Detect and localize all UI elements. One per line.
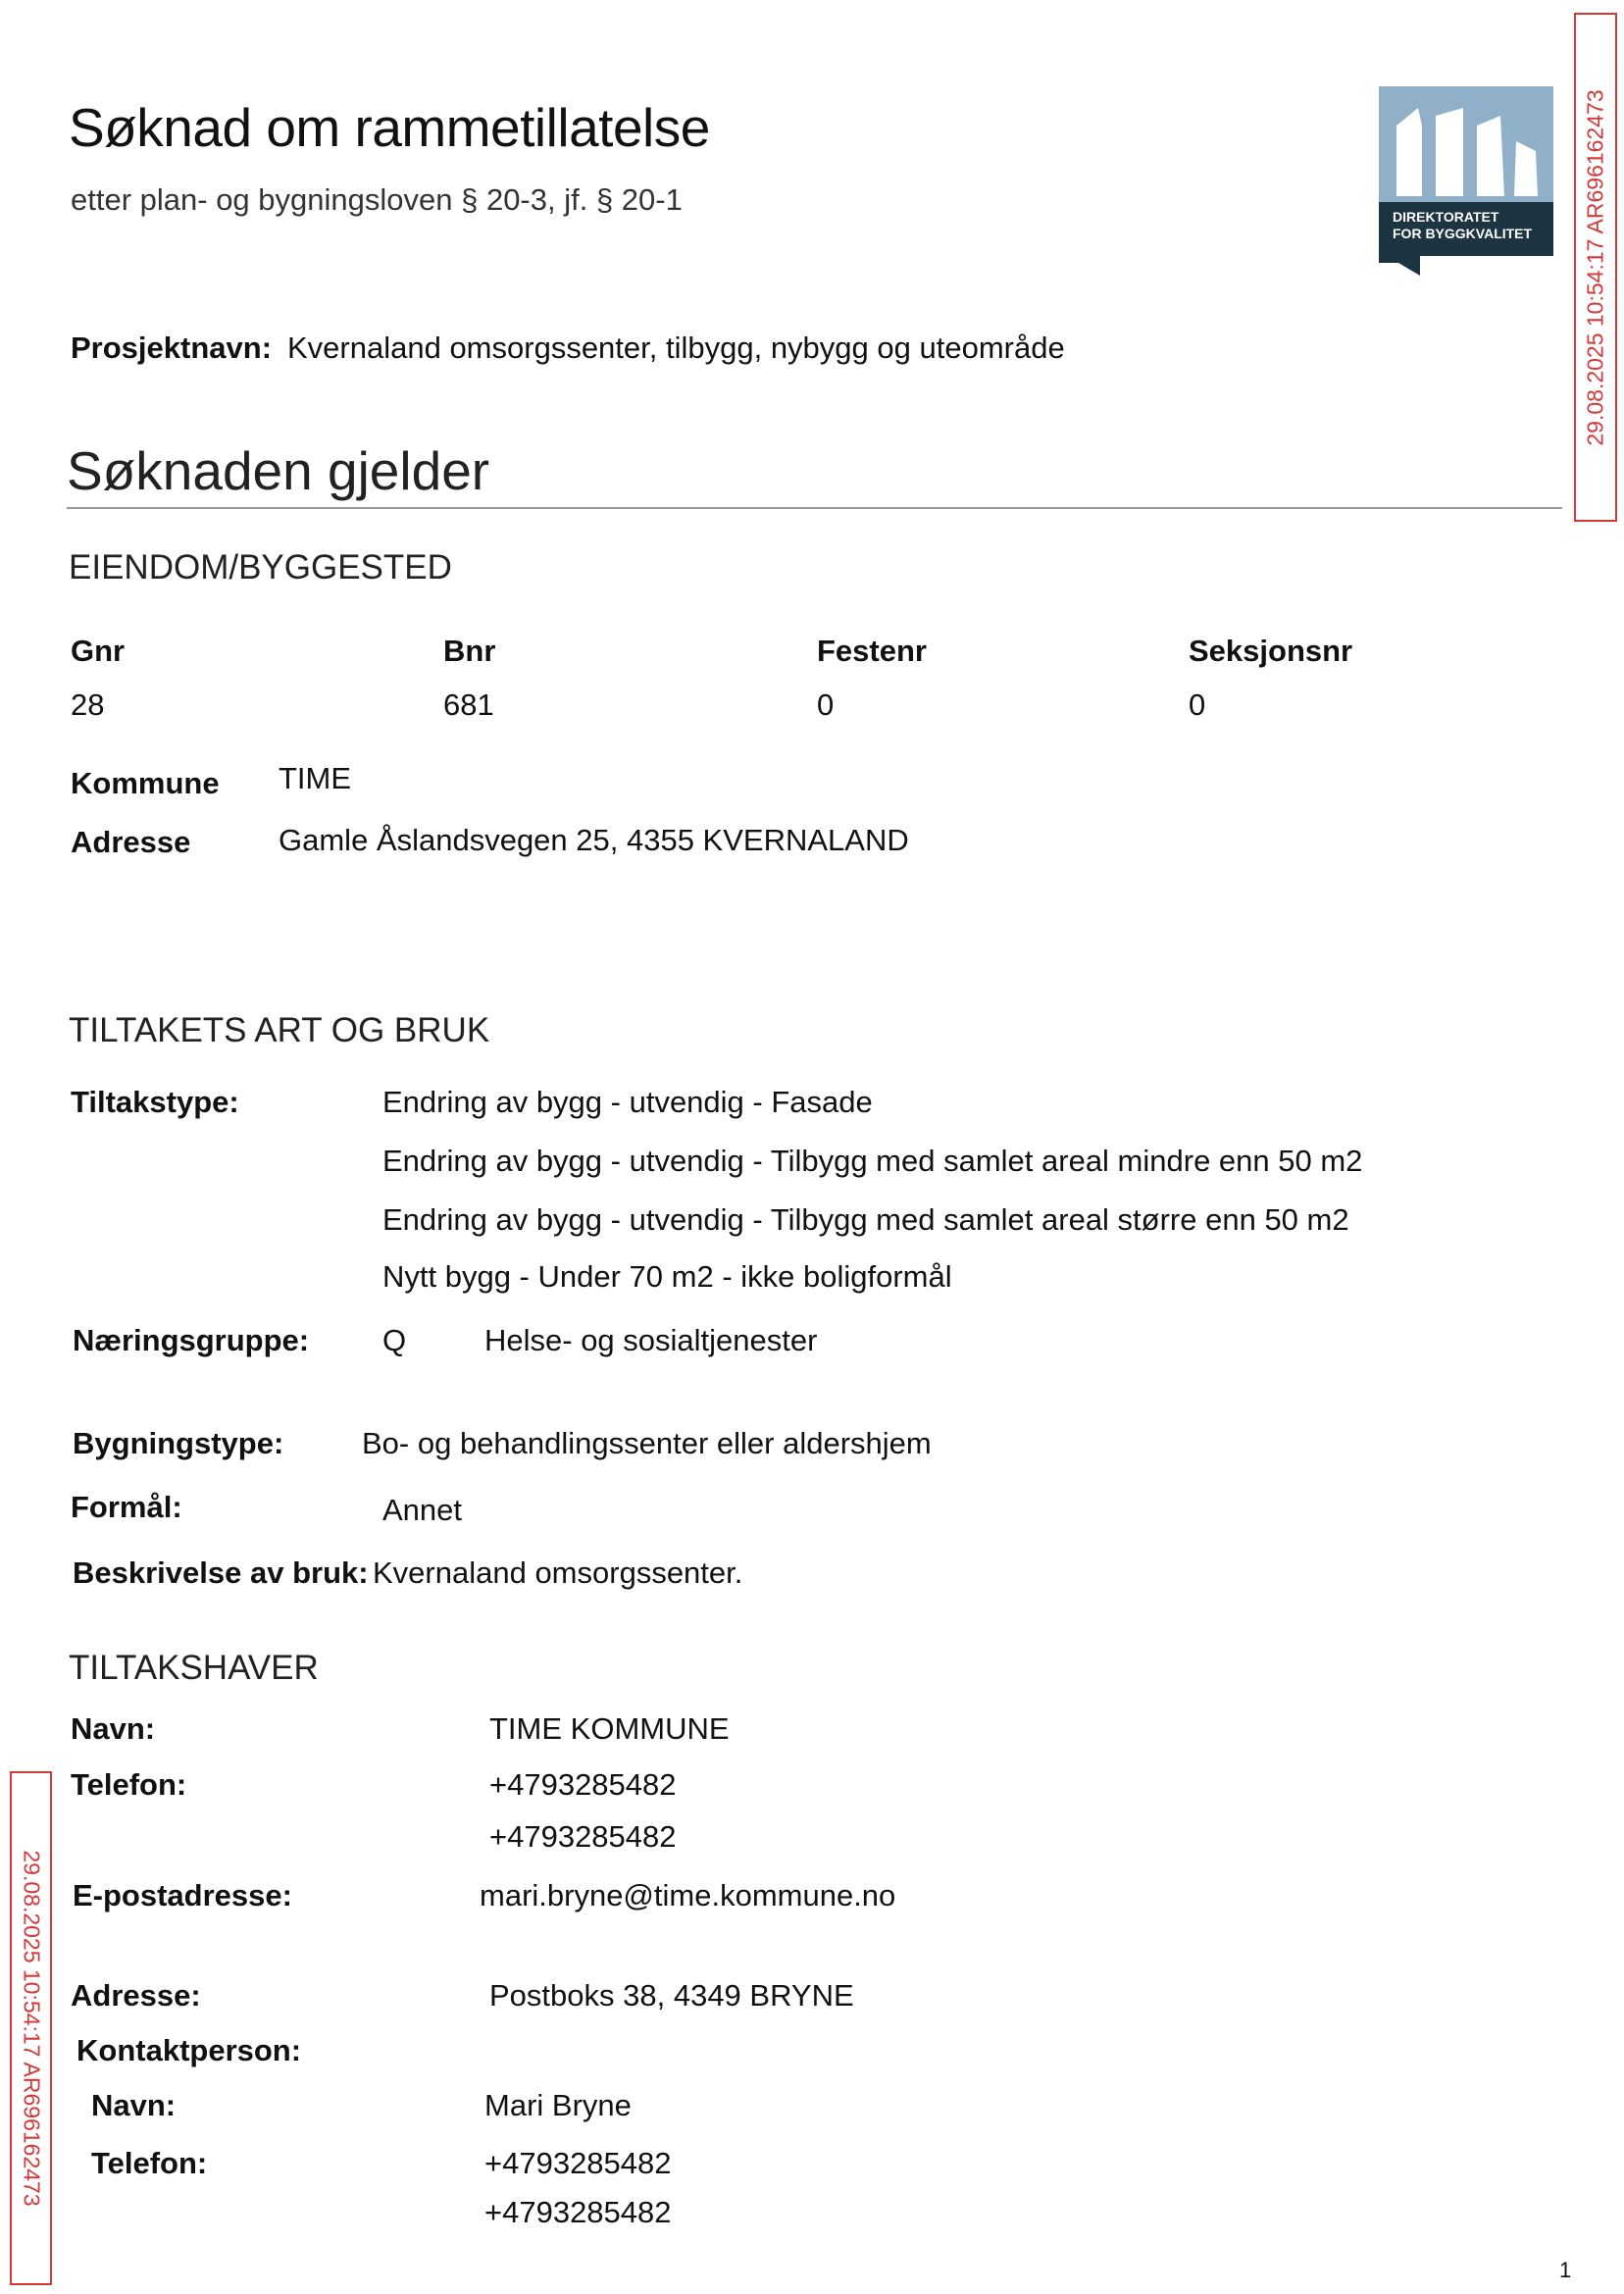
naeringsgruppe-label: Næringsgruppe:: [73, 1323, 310, 1357]
naeringsgruppe-value: Helse- og sosialtjenester: [484, 1323, 818, 1357]
building-logo-icon: [1379, 86, 1553, 276]
project-label: Prosjektnavn:: [71, 331, 273, 365]
receipt-stamp-top: [1574, 13, 1617, 522]
adresse-value: Postboks 38, 4349 BRYNE: [489, 1978, 854, 2013]
section-divider: [67, 507, 1562, 509]
stamp-text: 29.08.2025 10:54:17 AR696162473: [1582, 88, 1608, 446]
gnr-label: Gnr: [71, 634, 126, 668]
kommune-label: Kommune: [71, 766, 220, 800]
tiltakstype-item: Endring av bygg - utvendig - Tilbygg med samlet areal større enn 50 m2: [382, 1202, 1349, 1237]
receipt-stamp-bottom: [10, 1771, 52, 2285]
epost-label: E-postadresse:: [73, 1878, 292, 1912]
adresse-label: Adresse:: [71, 1978, 201, 2013]
telefon-value: +4793285482: [489, 1767, 677, 1802]
kontakt-telefon-label: Telefon:: [91, 2146, 208, 2180]
kommune-value: TIME: [279, 761, 352, 795]
bnr-label: Bnr: [443, 634, 496, 668]
document-subtitle: etter plan- og bygningsloven § 20-3, jf. § 20-1: [71, 182, 683, 217]
seksjonsnr-label: Seksjonsnr: [1189, 634, 1353, 668]
navn-label: Navn:: [71, 1711, 156, 1746]
kontakt-navn-value: Mari Bryne: [484, 2088, 632, 2122]
kontakt-navn-label: Navn:: [91, 2088, 177, 2122]
bygningstype-label: Bygningstype:: [73, 1426, 284, 1460]
epost-value: mari.bryne@time.kommune.no: [480, 1878, 896, 1912]
bygningstype-value: Bo- og behandlingssenter eller aldershjem: [362, 1426, 932, 1460]
bnr-value: 681: [443, 688, 494, 722]
seksjonsnr-value: 0: [1189, 688, 1206, 722]
beskrivelse-value: Kvernaland omsorgssenter.: [373, 1555, 743, 1590]
gnr-value: 28: [71, 688, 105, 722]
formal-label: Formål:: [71, 1490, 182, 1524]
festenr-label: Festenr: [817, 634, 927, 668]
kontaktperson-label: Kontaktperson:: [76, 2033, 302, 2067]
stamp-text: 29.08.2025 10:54:17 AR696162473: [19, 1850, 44, 2207]
kontakt-telefon-value: +4793285482: [484, 2195, 672, 2229]
dibk-logo: [1379, 86, 1553, 276]
tiltakstype-label: Tiltakstype:: [71, 1085, 239, 1119]
formal-value: Annet: [382, 1493, 463, 1527]
section-title: Søknaden gjelder: [67, 440, 490, 501]
project-value: Kvernaland omsorgssenter, tilbygg, nybygg og uteområde: [287, 331, 1065, 365]
telefon-value: +4793285482: [489, 1819, 677, 1854]
tiltakstype-item: Nytt bygg - Under 70 m2 - ikke boligformål: [382, 1259, 952, 1294]
beskrivelse-label: Beskrivelse av bruk:: [73, 1555, 369, 1590]
svg-text:DIREKTORATET: DIREKTORATET: [1393, 209, 1499, 225]
navn-value: TIME KOMMUNE: [489, 1711, 730, 1746]
tiltakstype-item: Endring av bygg - utvendig - Fasade: [382, 1085, 873, 1119]
festenr-value: 0: [817, 688, 835, 722]
tiltak-heading: TILTAKETS ART OG BRUK: [69, 1011, 490, 1049]
property-heading: EIENDOM/BYGGESTED: [69, 548, 452, 586]
document-title: Søknad om rammetillatelse: [69, 97, 710, 158]
svg-text:FOR BYGGKVALITET: FOR BYGGKVALITET: [1393, 226, 1533, 241]
telefon-label: Telefon:: [71, 1767, 187, 1802]
tiltakshaver-heading: TILTAKSHAVER: [69, 1649, 319, 1687]
page-number: 1: [1559, 2258, 1572, 2282]
adresse-label: Adresse: [71, 825, 191, 859]
tiltakstype-item: Endring av bygg - utvendig - Tilbygg med samlet areal mindre enn 50 m2: [382, 1144, 1363, 1178]
naeringsgruppe-code: Q: [382, 1323, 407, 1357]
adresse-value: Gamle Åslandsvegen 25, 4355 KVERNALAND: [279, 823, 909, 857]
kontakt-telefon-value: +4793285482: [484, 2146, 672, 2180]
